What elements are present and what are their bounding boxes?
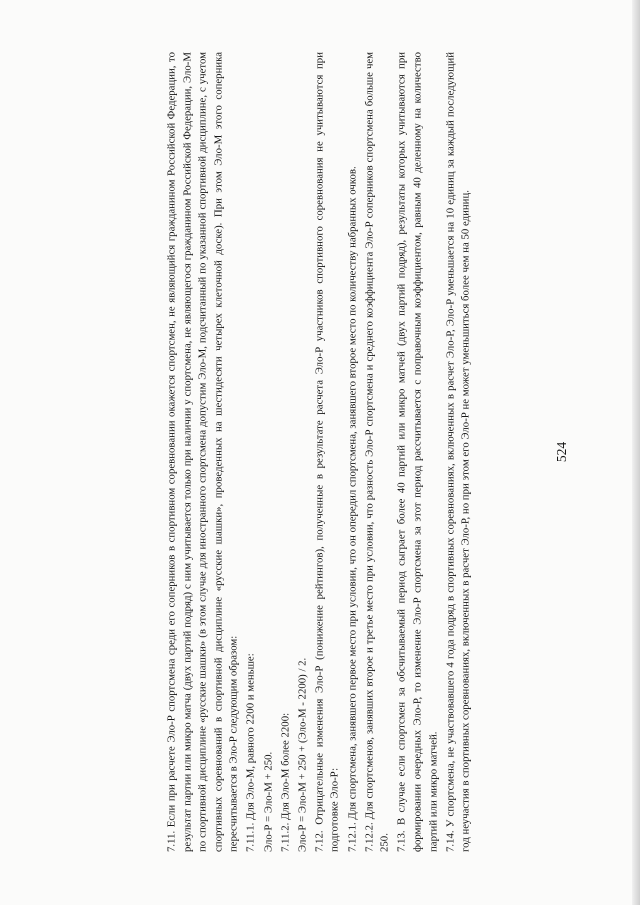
paragraph-7-11-1: 7.11.1. Для Эло-М, равного 2200 и меньше: bbox=[244, 653, 257, 852]
paragraph-7-14: 7.14. У спортсмена, не участвовавшего 4 года подряд в спортивных соревнованиях, включенных в расчет Эло-Р, Эло-Р уменьшается на 10 единиц за каждый последующий год неучастия в спортивных соревнованиях, включенных в расчет Эло-Р, но при этом его Эло-Р не может уменьшиться более чем на 50 единиц. bbox=[443, 52, 472, 852]
page-number: 524 bbox=[554, 441, 569, 463]
paragraph-7-12-1: 7.12.1. Для спортсмена, занявшего первое место при условии, что он опередил спортсмена, занявшего второе место по количеству набранных очков. bbox=[345, 166, 358, 852]
paragraph-7-12: 7.12. Отрицательные изменения Эло-Р (понижение рейтингов), полученные в результате расчета Эло-Р участников спортивного соревнования не учитываются при подготовке Эло-Р: bbox=[313, 52, 341, 852]
page-edge-shadow bbox=[632, 0, 640, 905]
paragraph-7-12-2: 7.12.2. Для спортсменов, занявших второе и третье место при условии, что разность Эло-Р спортсмена и среднего коэффициента Эло-Р соперников спортсмена больше чем 250. bbox=[362, 52, 391, 852]
paragraph-7-13: 7.13. В случае если спортсмен за обсчитываемый период сыграет более 40 партий или микро матчей (двух партий подряд), результаты которых учитываются при формировании очередных Эло-Р, то изменение Эло-Р спортсмена за этот период рассчитывается с поправочным коэффициентом, равным 40 деленному на количество партий или микро матчей. bbox=[395, 52, 439, 852]
formula-7-11-2: Эло-Р = Эло-М + 250 + (Эло-М - 2200) / 2. bbox=[296, 657, 309, 852]
document-text-block bbox=[164, 52, 475, 852]
paragraph-7-11: 7.11. Если при расчете Эло-Р спортсмена среди его соперников в спортивном соревновании окажется спортсмен, не являющийся гражданином Российской Федерации, то результат партии или микро матча (двух партий подряд) с ним учитывается только при наличии у спортсмена, не являющегося гражданином Российской Федерации, Эло-М по спортивной дисциплине «русские шашки» (в этом случае для иностранного спортсмена допустим Эло-М, подсчитанный по указанной спортивной дисциплине, с учетом спортивных соревнований в спортивной дисциплине «русские шашки», проведенных на шестидесяти четырех клеточной доске). При этом Эло-М этого соперника пересчитывается в Эло-Р следующим образом: bbox=[165, 52, 240, 852]
paragraph-7-11-2: 7.11.2. Для Эло-М более 2200: bbox=[279, 712, 292, 852]
formula-7-11-1: Эло-Р = Эло-М + 250. bbox=[261, 751, 274, 852]
